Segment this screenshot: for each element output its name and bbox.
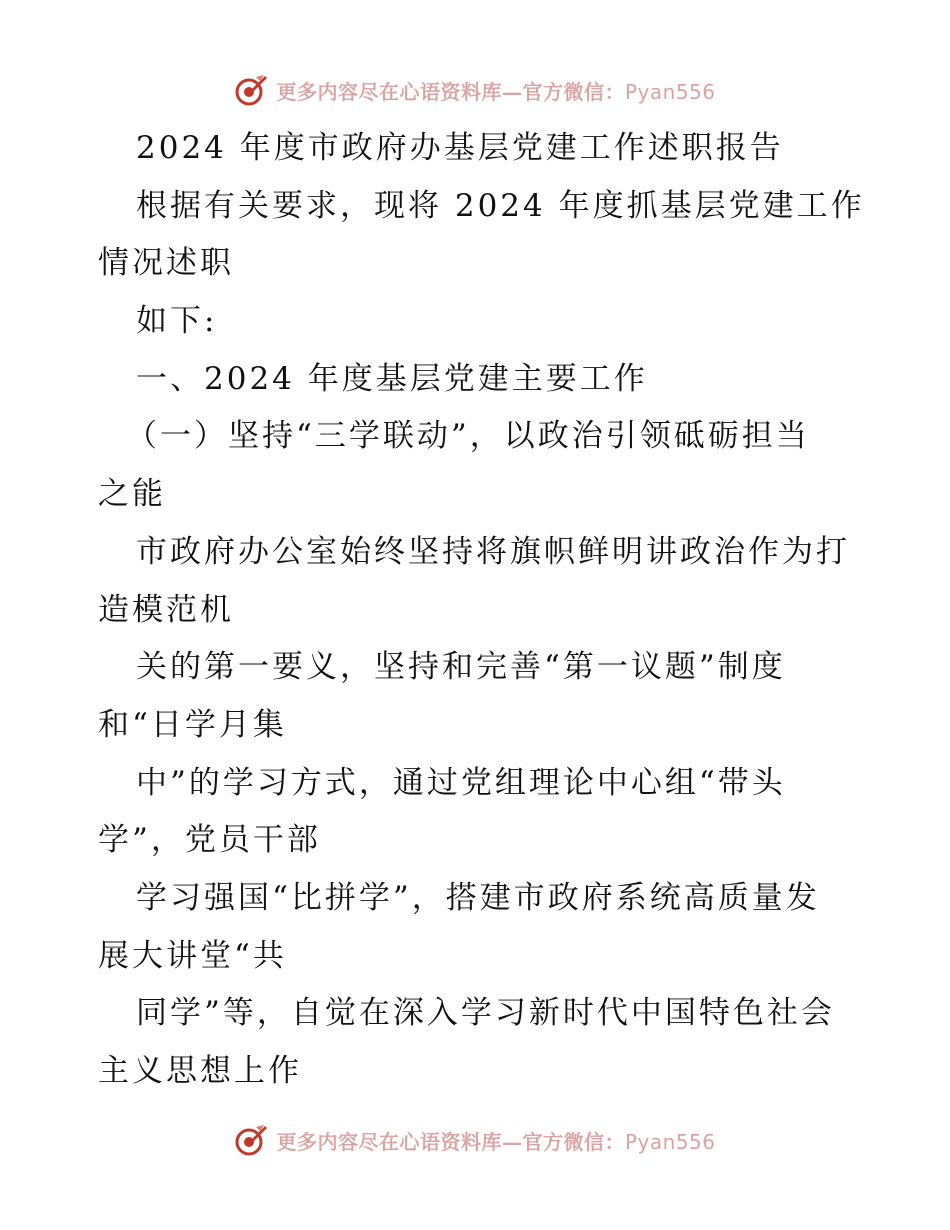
watermark-header xyxy=(0,68,950,112)
paragraph-line: 展大讲堂“共 xyxy=(98,937,287,974)
watermark-text-cn: 更多内容尽在心语资料库—官方微信： xyxy=(276,1129,625,1154)
section-heading: 一、2024 年度基层党建主要工作 xyxy=(136,360,648,397)
paragraph-line: 主义思想上作 xyxy=(98,1053,302,1089)
subsection-heading: （一）坚持“三学联动”，以政治引领砥砺担当 xyxy=(126,418,810,455)
watermark-wechat-id: Pyan556 xyxy=(624,1129,716,1154)
paragraph-line: 和“日学月集 xyxy=(98,706,287,743)
watermark-footer xyxy=(0,1118,950,1162)
paragraph-line: 学”，党员干部 xyxy=(98,822,321,859)
watermark-text xyxy=(276,76,715,105)
watermark-text xyxy=(276,1126,715,1155)
quill-seal-icon xyxy=(234,73,268,107)
paragraph-line: 情况述职 xyxy=(98,245,234,282)
paragraph-line: 中”的学习方式，通过党组理论中心组“带头 xyxy=(136,764,786,801)
paragraph-line: 如下: xyxy=(136,303,218,340)
watermark-wechat-id: Pyan556 xyxy=(624,79,716,104)
document-body xyxy=(98,120,865,1101)
paragraph-line: 市政府办公室始终坚持将旗帜鲜明讲政治作为打 xyxy=(136,533,850,570)
paragraph-line: 造模范机 xyxy=(98,591,234,628)
paragraph-line: 学习强国“比拼学”，搭建市政府系统高质量发 xyxy=(136,879,820,916)
watermark-text-cn: 更多内容尽在心语资料库—官方微信： xyxy=(276,79,625,104)
paragraph-line: 同学”等，自觉在深入学习新时代中国特色社会 xyxy=(136,995,835,1032)
paragraph-line: 根据有关要求，现将 2024 年度抓基层党建工作 xyxy=(136,187,865,224)
paragraph-line: 之能 xyxy=(98,476,166,513)
document-title: 2024 年度市政府办基层党建工作述职报告 xyxy=(136,130,784,166)
paragraph-line: 关的第一要义，坚持和完善“第一议题”制度 xyxy=(136,649,786,686)
quill-seal-icon xyxy=(234,1123,268,1157)
